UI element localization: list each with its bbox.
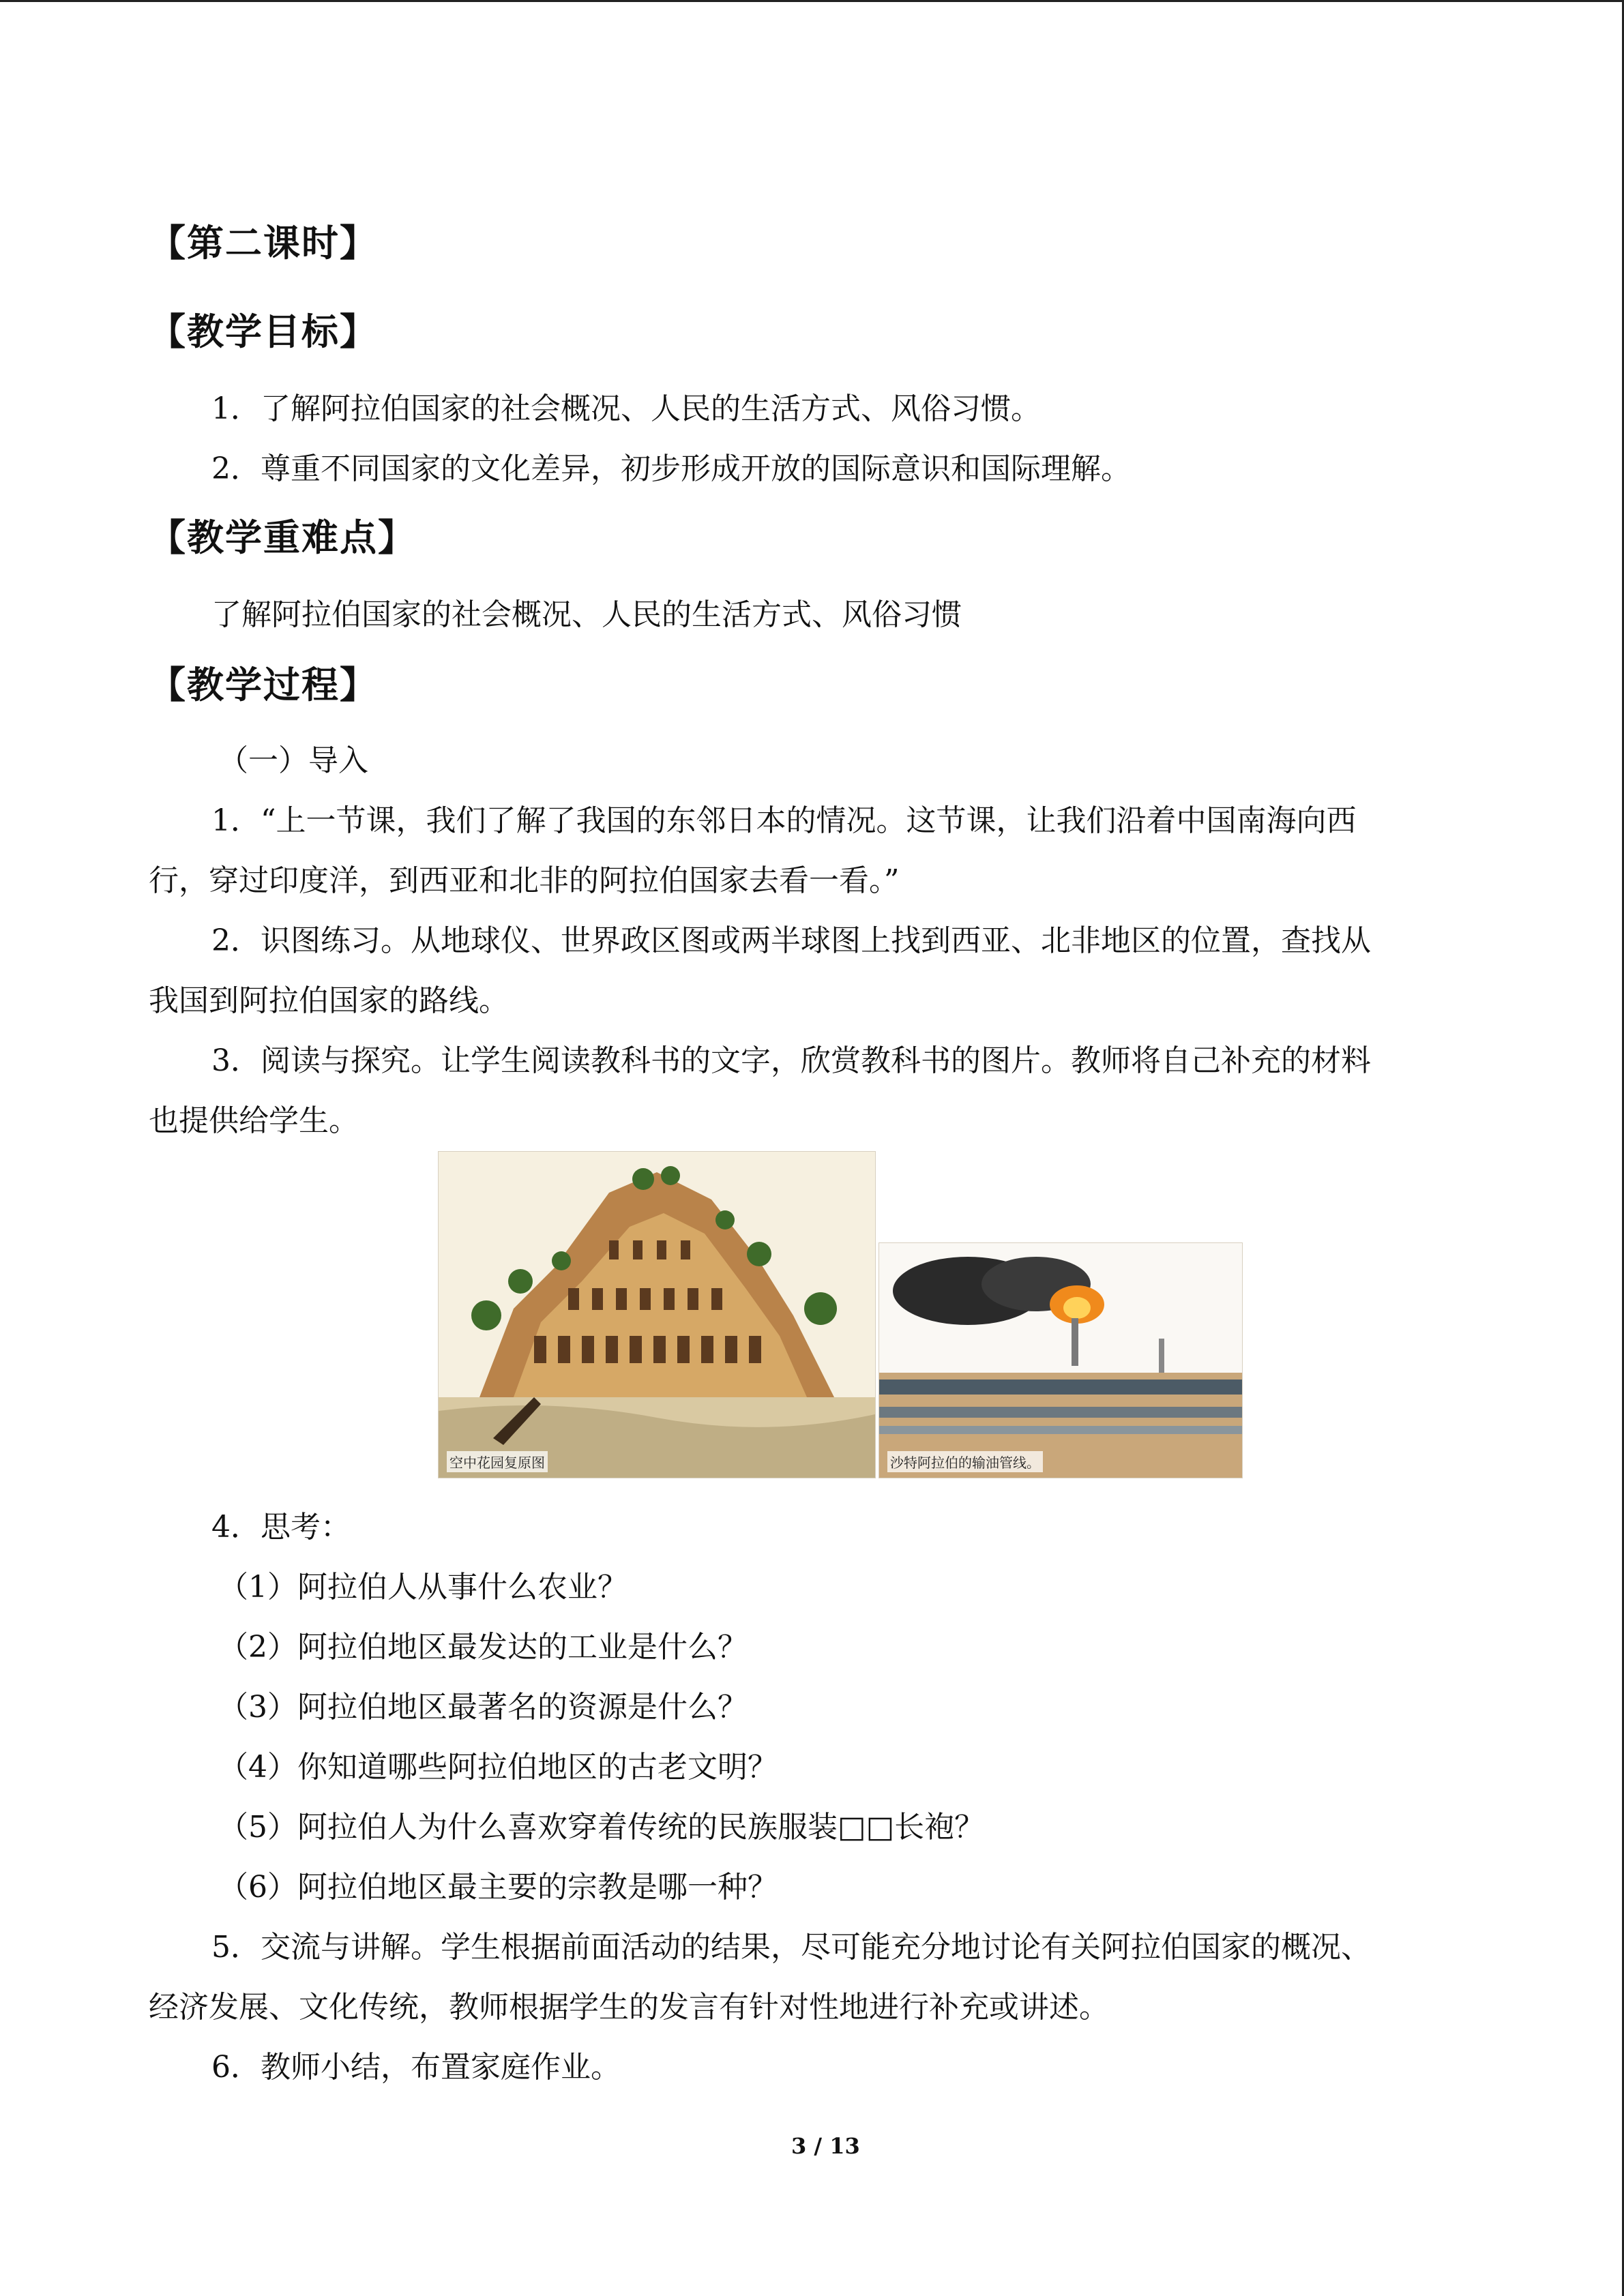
step-2-line: 我国到阿拉伯国家的路线。 — [149, 983, 509, 1018]
step-3-line: 也提供给学生。 — [149, 1103, 359, 1138]
question-item: （2）阿拉伯地区最发达的工业是什么？ — [218, 1630, 748, 1665]
hanging-gardens-image — [438, 1151, 876, 1478]
objective-item: 2．尊重不同国家的文化差异，初步形成开放的国际意识和国际理解。 — [211, 451, 1131, 486]
heading-key-points: 【教学重难点】 — [149, 516, 416, 559]
heading-lesson: 【第二课时】 — [149, 222, 378, 265]
oil-pipeline-illustration — [879, 1243, 1242, 1478]
heading-objectives: 【教学目标】 — [149, 310, 378, 353]
figure-caption: 沙特阿拉伯的输油管线。 — [887, 1451, 1043, 1472]
figure-caption: 空中花园复原图 — [447, 1451, 548, 1472]
step-5-line: 经济发展、文化传统，教师根据学生的发言有针对性地进行补充或讲述。 — [149, 1990, 1109, 2025]
question-item: （1）阿拉伯人从事什么农业？ — [218, 1570, 628, 1605]
step-2-line: 2．识图练习。从地球仪、世界政区图或两半球图上找到西亚、北非地区的位置，查找从 — [211, 923, 1371, 958]
intro-title: （一）导入 — [218, 743, 368, 778]
page-number: 3 / 13 — [791, 2133, 860, 2159]
step-6-line: 6．教师小结，布置家庭作业。 — [211, 2050, 621, 2085]
page-border — [0, 0, 1624, 2]
question-item: （5）阿拉伯人为什么喜欢穿着传统的民族服装□□长袍？ — [218, 1810, 985, 1845]
step-1-line: 行，穿过印度洋，到西亚和北非的阿拉伯国家去看一看。” — [149, 863, 900, 898]
step-3-line: 3．阅读与探究。让学生阅读教科书的文字，欣赏教科书的图片。教师将自己补充的材料 — [211, 1043, 1371, 1078]
objective-item: 1．了解阿拉伯国家的社会概况、人民的生活方式、风俗习惯。 — [211, 391, 1041, 426]
step-1-line: 1．“上一节课，我们了解了我国的东邻日本的情况。这节课，让我们沿着中国南海向西 — [211, 803, 1357, 838]
hanging-gardens-illustration — [439, 1152, 875, 1478]
question-item: （6）阿拉伯地区最主要的宗教是哪一种？ — [218, 1870, 778, 1905]
oil-pipeline-image — [879, 1242, 1243, 1478]
key-points-text: 了解阿拉伯国家的社会概况、人民的生活方式、风俗习惯 — [211, 597, 962, 632]
question-item: （4）你知道哪些阿拉伯地区的古老文明？ — [218, 1750, 778, 1785]
question-item: （3）阿拉伯地区最著名的资源是什么？ — [218, 1690, 748, 1725]
step-5-line: 5．交流与讲解。学生根据前面活动的结果，尽可能充分地讨论有关阿拉伯国家的概况、 — [211, 1930, 1371, 1965]
think-title: 4．思考： — [211, 1510, 351, 1545]
heading-process: 【教学过程】 — [149, 664, 378, 706]
